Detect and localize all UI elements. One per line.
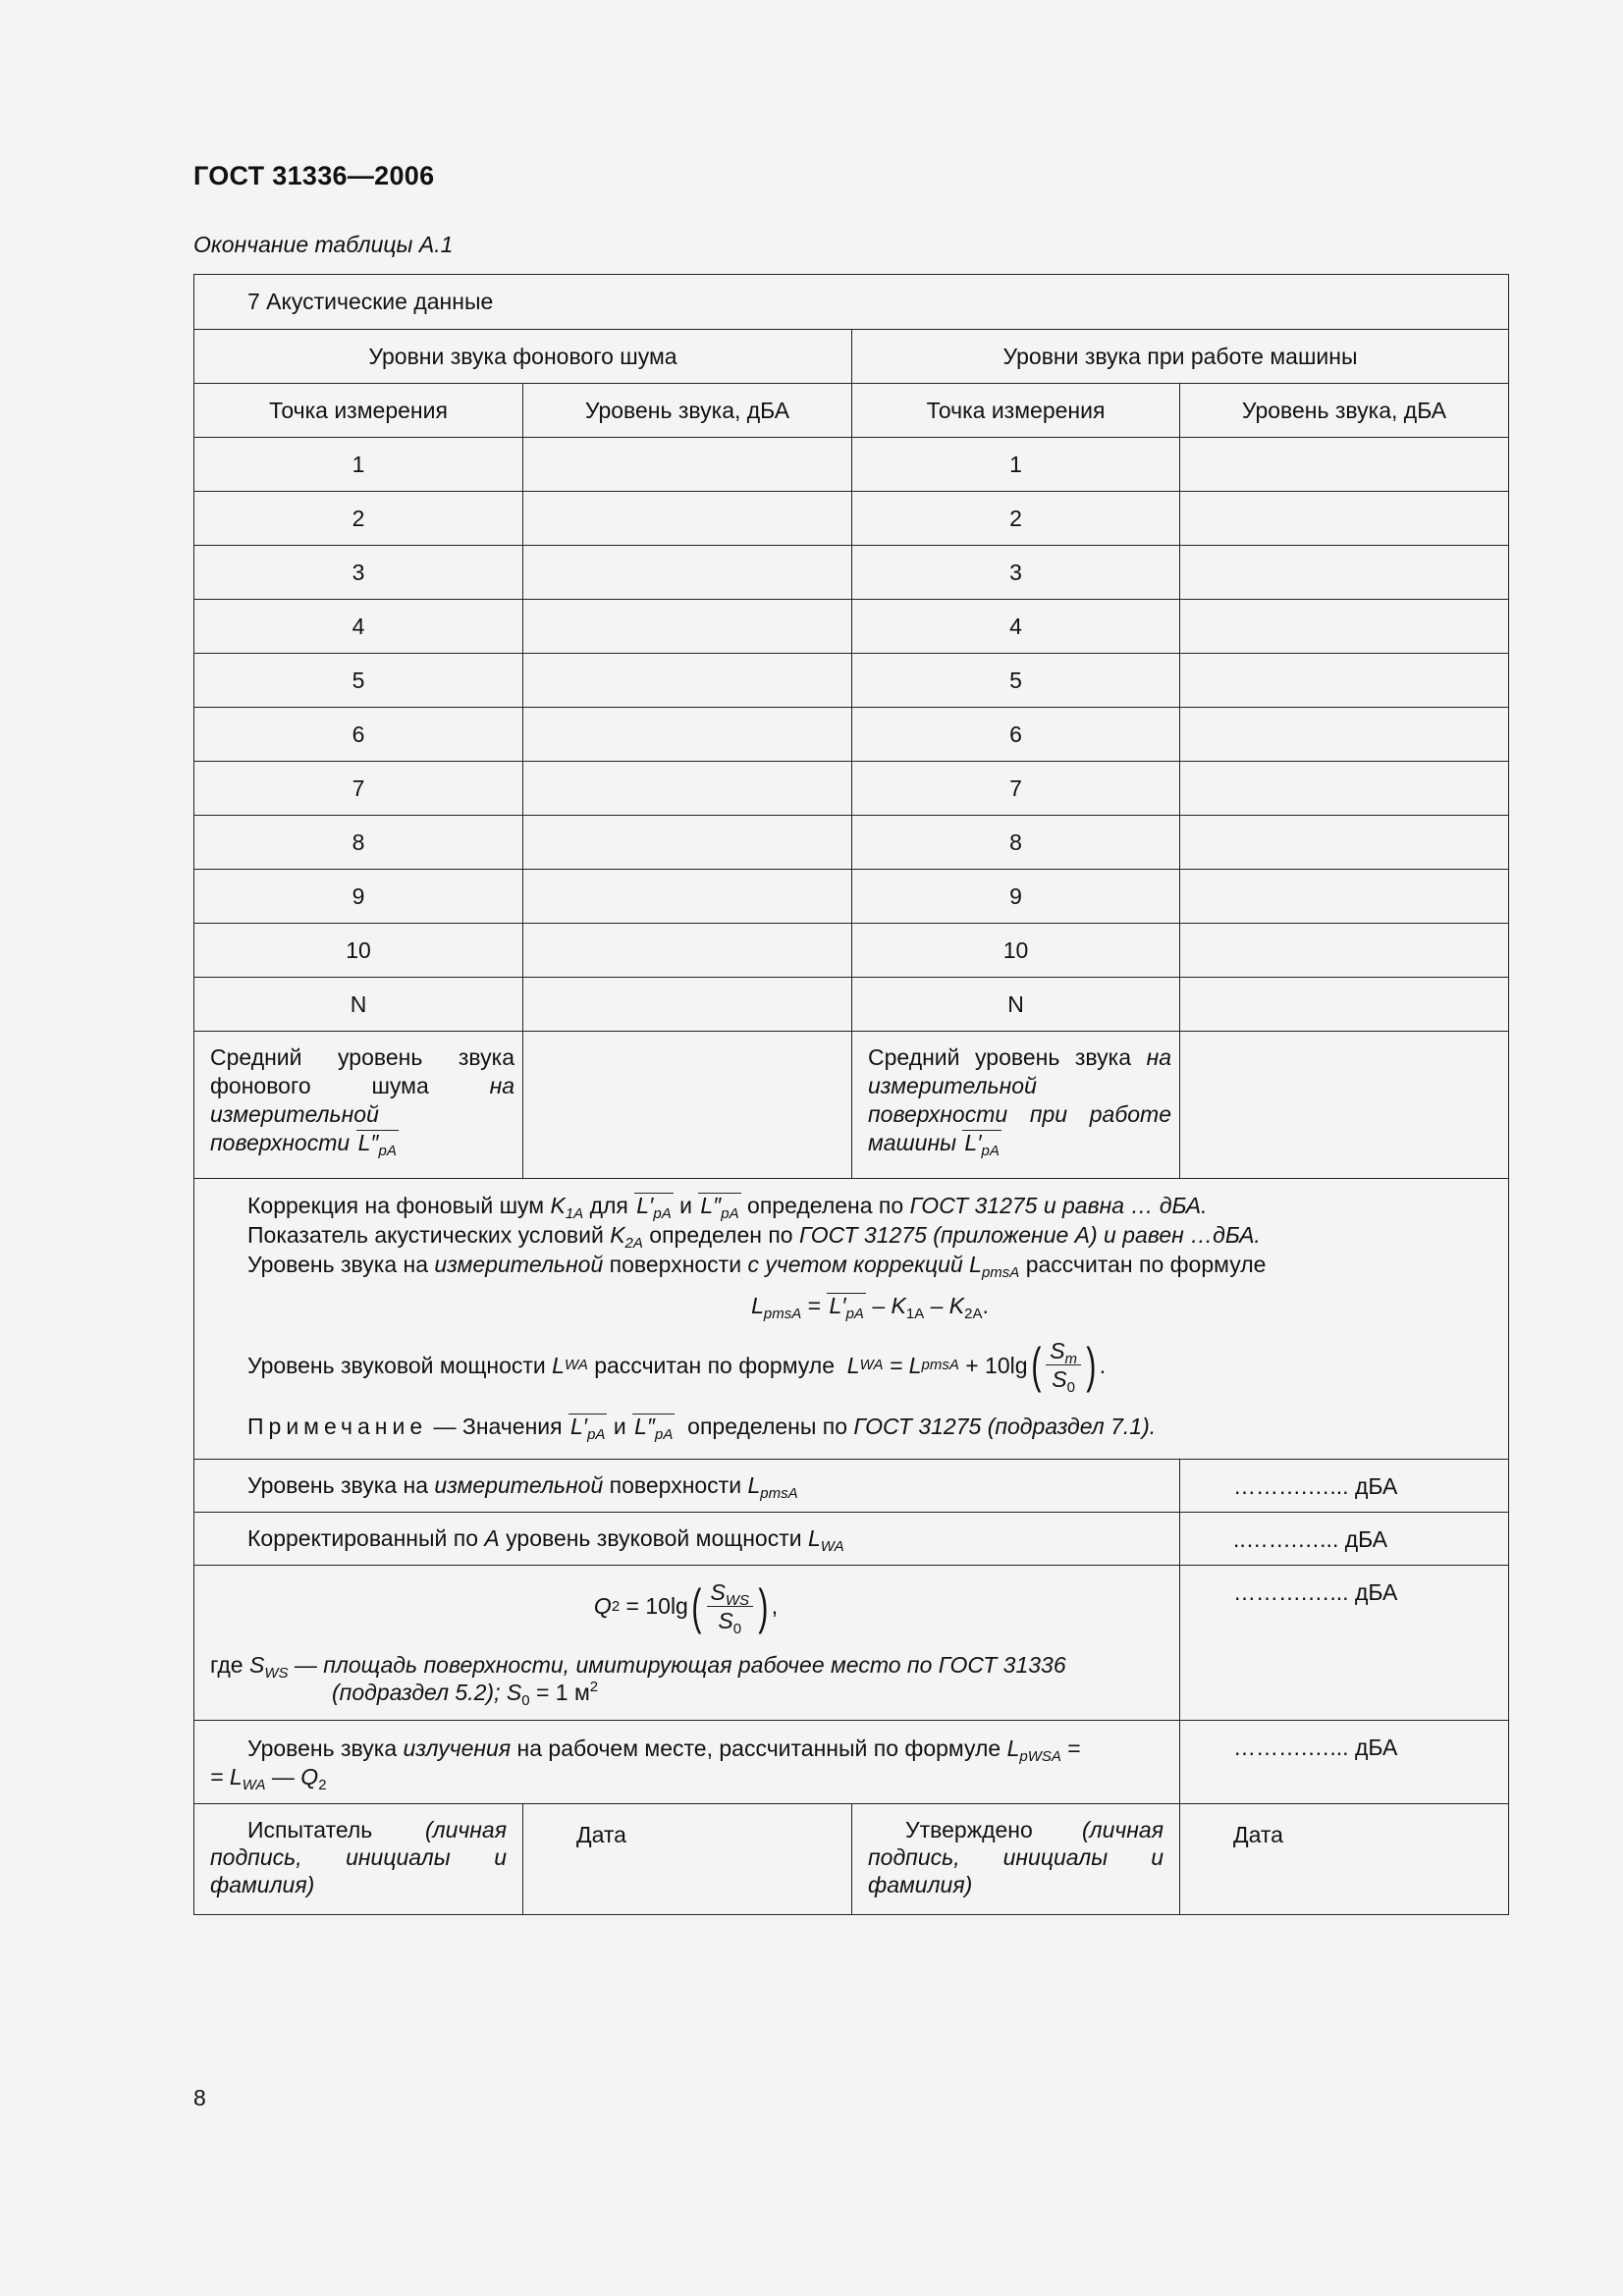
bg-level-value[interactable] (523, 978, 852, 1032)
machine-point-number: 10 (852, 924, 1180, 978)
bg-point-header: Точка измерения (194, 384, 523, 438)
machine-level-value[interactable] (1180, 492, 1509, 546)
approved-signature[interactable]: Утверждено (личная подпись, инициалы и фамилия) (852, 1804, 1180, 1915)
notes-row (194, 1179, 1509, 1460)
table-row (194, 492, 1509, 546)
machine-point-number: 5 (852, 654, 1180, 708)
bg-point-number: 3 (194, 546, 523, 600)
measurement-rows (194, 438, 1509, 1032)
emission-row (194, 1721, 1509, 1804)
bg-level-value[interactable] (523, 438, 852, 492)
q2-definition: где $S_{WS}$ — площадь поверхности, имитирующая рабочее место по ГОСТ 31336 (подраздел 5.2); $S_0 = 1$ $м^2$ (210, 1652, 1066, 1709)
correction-line: Коррекция на фоновый шум $K_{1A}$ для $L'_{pA}$ и $L''_{pA}$ определена по ГОСТ 31275 и равна … дБА. (247, 1193, 1208, 1222)
bg-level-value[interactable] (523, 492, 852, 546)
section-title-row (194, 275, 1509, 330)
machine-point-number: 8 (852, 816, 1180, 870)
section-title: 7 Акустические данные (194, 275, 1509, 330)
bg-point-number: 1 (194, 438, 523, 492)
tester-signature[interactable]: Испытатель (личная подпись, инициалы и фамилия) (194, 1804, 523, 1915)
machine-point-number: 1 (852, 438, 1180, 492)
bg-level-value[interactable] (523, 870, 852, 924)
machine-point-number: 9 (852, 870, 1180, 924)
average-row (194, 1032, 1509, 1179)
machine-group-header: Уровни звука при работе машины (852, 330, 1509, 384)
table-row (194, 870, 1509, 924)
machine-average-label: Средний уровень звука на измерительной поверхности при работе машины $L'_{pA}$ (852, 1032, 1180, 1179)
emission-value[interactable]: ……….…... дБА (1180, 1721, 1509, 1804)
column-header-row (194, 384, 1509, 438)
machine-level-value[interactable] (1180, 762, 1509, 816)
approved-date[interactable]: Дата (1180, 1804, 1509, 1915)
bg-average-value[interactable] (523, 1032, 852, 1179)
bg-level-value[interactable] (523, 762, 852, 816)
q2-fraction: $\frac{S_{WS}}{S_0}$ (707, 1579, 754, 1633)
tester-date[interactable]: Дата (523, 1804, 852, 1915)
note-line: Примечание — Значения $L'_{pA}$ и $L''_{pA}$ определены по ГОСТ 31275 (подраздел 7.1). (247, 1414, 1157, 1443)
machine-level-value[interactable] (1180, 978, 1509, 1032)
machine-level-value[interactable] (1180, 870, 1509, 924)
table-row (194, 816, 1509, 870)
bg-level-value[interactable] (523, 924, 852, 978)
bg-point-number: 10 (194, 924, 523, 978)
signature-row (194, 1804, 1509, 1915)
surface-level-result-row (194, 1460, 1509, 1513)
bg-point-number: 5 (194, 654, 523, 708)
group-header-row (194, 330, 1509, 384)
q2-formula: Q 2 = 10lg ( $\frac{S_{WS}}{S_0}$ ) , (593, 1578, 779, 1637)
machine-level-header: Уровень звука, дБА (1180, 384, 1509, 438)
bg-average-label: Средний уровень звука фонового шума на измерительной поверхности $L''_{pA}$ (194, 1032, 523, 1179)
table-row (194, 762, 1509, 816)
power-result-label: Корректированный по А уровень звуковой мощности $L_{WA}$ (194, 1513, 1180, 1566)
bg-point-number: 6 (194, 708, 523, 762)
q2-row (194, 1566, 1509, 1721)
bg-point-number: 4 (194, 600, 523, 654)
table-row (194, 654, 1509, 708)
machine-level-value[interactable] (1180, 816, 1509, 870)
surface-level-formula: $L_{pmsA} = L'_{pA} - K_{1A} - K_{2A}$. (751, 1293, 989, 1322)
bg-point-number: 7 (194, 762, 523, 816)
machine-average-symbol: $L'_{pA}$ (964, 1130, 1000, 1159)
table-row (194, 708, 1509, 762)
document-title: ГОСТ 31336—2006 (193, 161, 435, 190)
machine-level-value[interactable] (1180, 546, 1509, 600)
q2-value[interactable]: ……….…... дБА (1180, 1566, 1509, 1721)
bg-level-header: Уровень звука, дБА (523, 384, 852, 438)
machine-point-number: 3 (852, 546, 1180, 600)
machine-level-value[interactable] (1180, 708, 1509, 762)
table-caption: Окончание таблицы А.1 (193, 232, 454, 257)
bg-level-value[interactable] (523, 816, 852, 870)
acoustic-data-table (193, 274, 1509, 1915)
machine-point-number: 2 (852, 492, 1180, 546)
sound-power-line: Уровень звуковой мощности L WA рассчитан по формуле L WA = L pmsA + 10lg ( $\frac{S_m}{S_0}$ ) . (247, 1337, 1107, 1396)
bg-level-value[interactable] (523, 708, 852, 762)
machine-point-number: 7 (852, 762, 1180, 816)
table-row (194, 924, 1509, 978)
q2-formula-cell (194, 1566, 1180, 1721)
bg-point-number: N (194, 978, 523, 1032)
background-group-header: Уровни звука фонового шума (194, 330, 852, 384)
machine-level-value[interactable] (1180, 438, 1509, 492)
machine-average-value[interactable] (1180, 1032, 1509, 1179)
power-fraction: $\frac{S_m}{S_0}$ (1046, 1338, 1081, 1392)
bg-level-value[interactable] (523, 546, 852, 600)
machine-level-value[interactable] (1180, 654, 1509, 708)
table-row (194, 600, 1509, 654)
page-number: 8 (193, 2085, 206, 2110)
bg-point-number: 2 (194, 492, 523, 546)
bg-point-number: 9 (194, 870, 523, 924)
bg-point-number: 8 (194, 816, 523, 870)
acoustic-index-line: Показатель акустических условий $K_{2A}$ определен по ГОСТ 31275 (приложение А) и равен …дБА. (247, 1222, 1261, 1252)
bg-level-value[interactable] (523, 600, 852, 654)
table-row (194, 438, 1509, 492)
bg-average-symbol: $L''_{pA}$ (357, 1130, 397, 1159)
bg-level-value[interactable] (523, 654, 852, 708)
machine-point-number: 6 (852, 708, 1180, 762)
surface-level-result-value[interactable]: ……….…... дБА (1180, 1460, 1509, 1513)
machine-point-number: N (852, 978, 1180, 1032)
machine-level-value[interactable] (1180, 924, 1509, 978)
machine-point-number: 4 (852, 600, 1180, 654)
table-row (194, 978, 1509, 1032)
power-result-row (194, 1513, 1509, 1566)
machine-level-value[interactable] (1180, 600, 1509, 654)
calculation-notes (194, 1179, 1509, 1460)
emission-label: Уровень звука излучения на рабочем месте, рассчитанный по формуле $L_{pWSA}$ = = $L_{WA}$ — $Q_2$ (194, 1721, 1180, 1804)
table-row (194, 546, 1509, 600)
machine-point-header: Точка измерения (852, 384, 1180, 438)
surface-level-line: Уровень звука на измерительной поверхности с учетом коррекций $L_{pmsA}$ рассчитан по формуле (247, 1252, 1267, 1281)
power-result-value[interactable]: ..…….…... дБА (1180, 1513, 1509, 1566)
surface-level-result-label: Уровень звука на измерительной поверхности $L_{pmsA}$ (194, 1460, 1180, 1513)
